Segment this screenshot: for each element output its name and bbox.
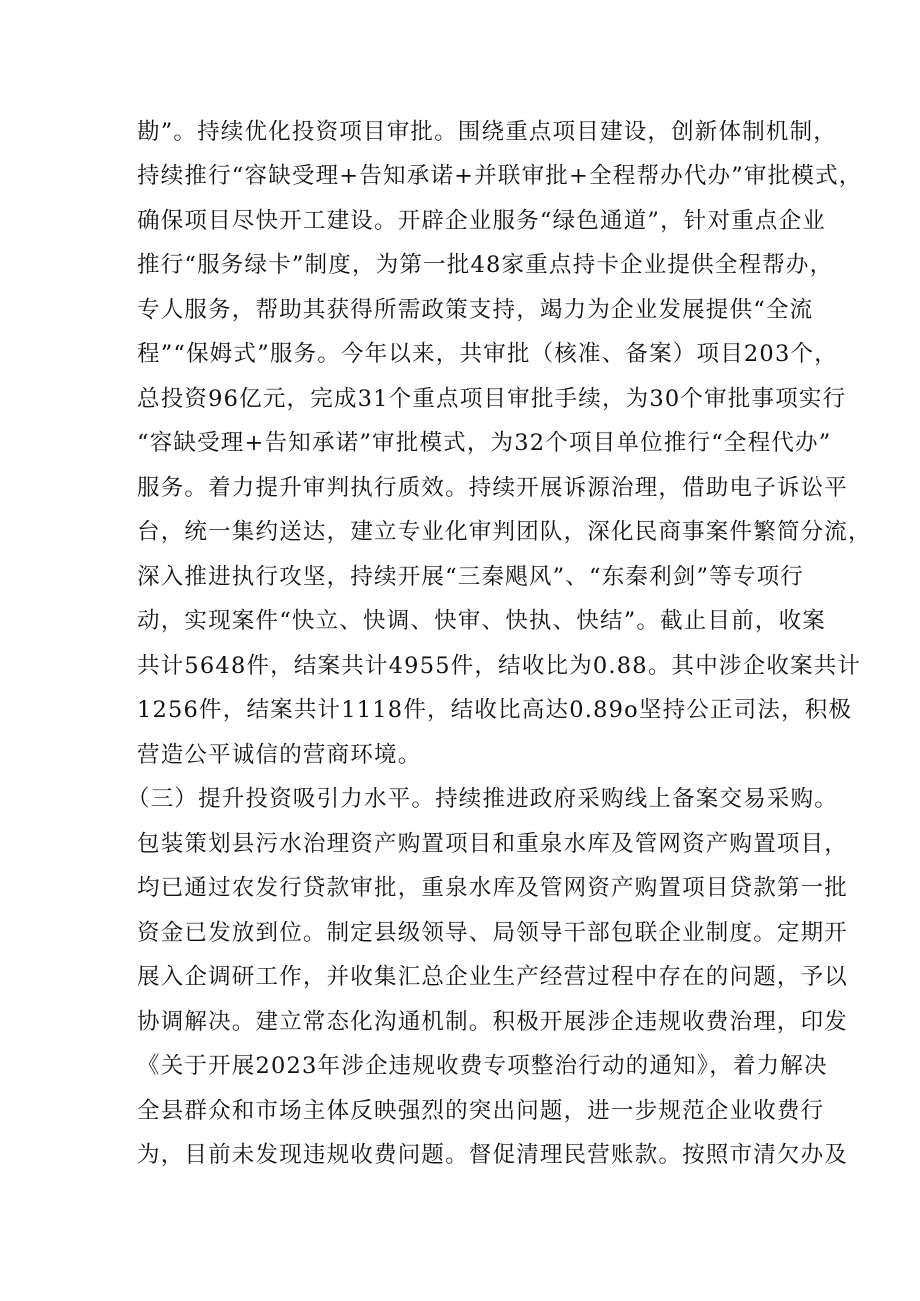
text-line: 协调解决。建立常态化沟通机制。积极开展涉企违规收费治理，印发 xyxy=(137,1009,849,1035)
text-line: 程”“保姆式”服务。今年以来，共审批（核准、备案）项目203个， xyxy=(137,341,838,367)
text-line: 台，统一集约送达，建立专业化审判团队，深化民商事案件繁简分流， xyxy=(137,519,872,545)
text-line: 《关于开展2023年涉企违规收费专项整治行动的通知》，着力解决 xyxy=(137,1053,828,1079)
section-heading-line: （三）提升投资吸引力水平。持续推进政府采购线上备案交易采购。 xyxy=(127,786,839,812)
text-line: 持续推行“容缺受理+告知承诺+并联审批+全程帮办代办”审批模式， xyxy=(137,163,863,189)
text-line: 均已通过农发行贷款审批，重泉水库及管网资产购置项目贷款第一批 xyxy=(137,875,849,901)
text-line: 勘”。持续优化投资项目审批。围绕重点项目建设，创新体制机制， xyxy=(137,119,838,145)
text-line: 总投资96亿元，完成31个重点项目审批手续，为30个审批事项实行 xyxy=(137,386,847,412)
text-line: 专人服务，帮助其获得所需政策支持，竭力为企业发展提供“全流 xyxy=(137,297,814,323)
text-line: 营造公平诚信的营商环境。 xyxy=(137,742,422,768)
text-line: “容缺受理+告知承诺”审批模式，为32个项目单位推行“全程代办” xyxy=(137,430,832,456)
text-line: 共计5648件，结案共计4955件，结收比为0.88。其中涉企收案共计 xyxy=(137,653,862,679)
text-line: 服务。着力提升审判执行质效。持续开展诉源治理，借助电子诉讼平 xyxy=(137,475,849,501)
text-line: 展入企调研工作，并收集汇总企业生产经营过程中存在的问题，予以 xyxy=(137,964,849,990)
text-line: 推行“服务绿卡”制度，为第一批48家重点持卡企业提供全程帮办， xyxy=(137,252,834,278)
text-line: 为，目前未发现违规收费问题。督促清理民营账款。按照市清欠办及 xyxy=(137,1142,849,1168)
text-line: 深入推进执行攻坚，持续开展“三秦飓风”、“东秦利剑”等专项行 xyxy=(137,564,805,590)
text-line: 全县群众和市场主体反映强烈的突出问题，进一步规范企业收费行 xyxy=(137,1098,825,1124)
text-line: 确保项目尽快开工建设。开辟企业服务“绿色通道”，针对重点企业 xyxy=(137,208,827,234)
text-line: 资金已发放到位。制定县级领导、局领导干部包联企业制度。定期开 xyxy=(137,920,849,946)
text-line: 1256件，结案共计1118件，结收比高达0.89o坚持公正司法，积极 xyxy=(137,697,853,723)
text-line: 包装策划县污水治理资产购置项目和重泉水库及管网资产购置项目， xyxy=(137,831,849,857)
text-line: 动，实现案件“快立、快调、快审、快执、快结”。截止目前，收案 xyxy=(137,608,827,634)
